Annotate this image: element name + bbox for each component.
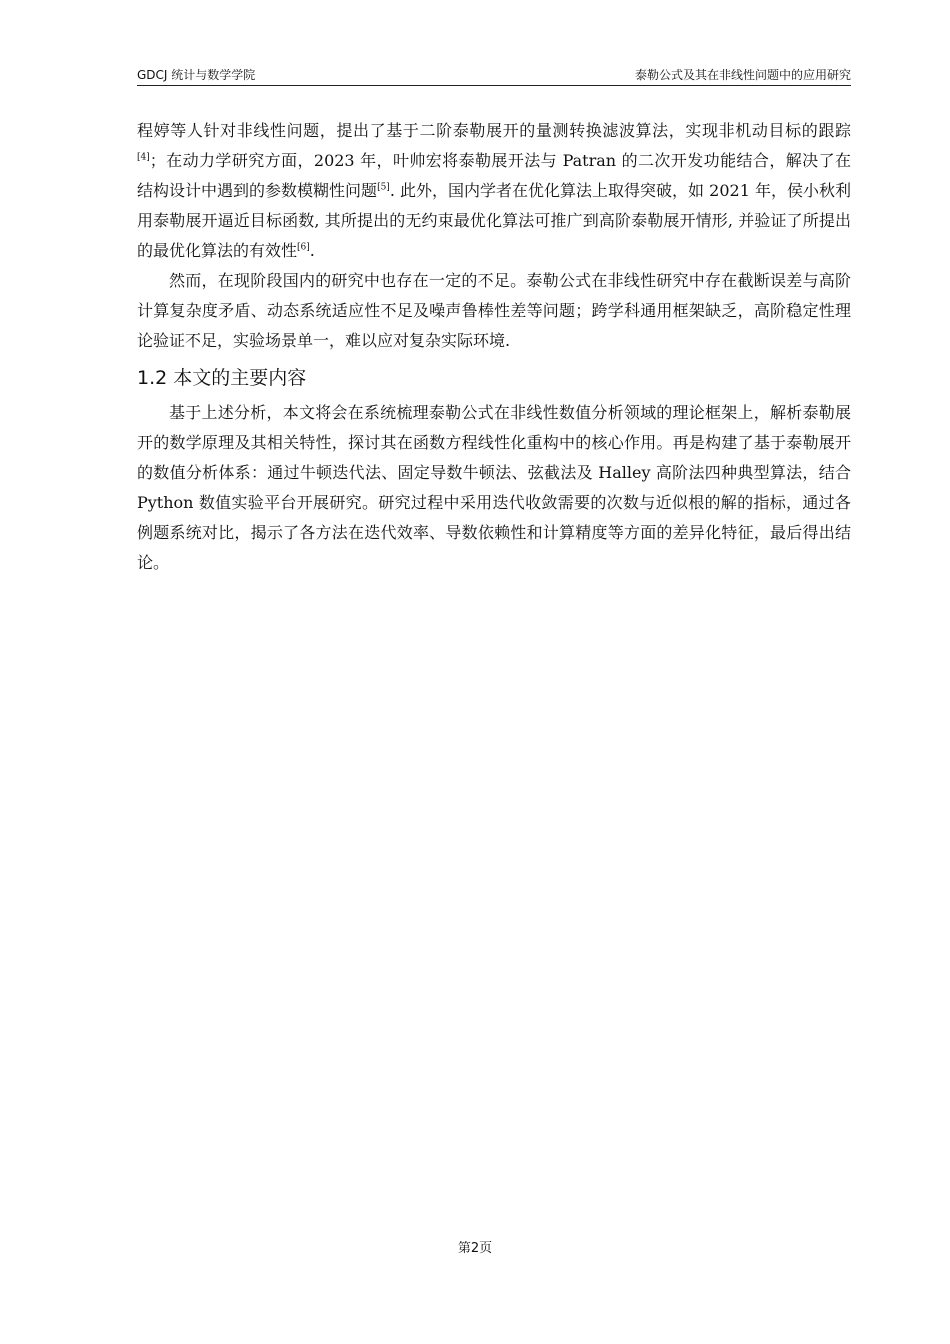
header-paper-title: 泰勒公式及其在非线性问题中的应用研究 (634, 68, 851, 82)
paragraph-text: 程婷等人针对非线性问题，提出了基于二阶泰勒展开的量测转换滤波算法，实现非机动目标的跟踪 (137, 121, 851, 140)
paragraph-text: ；在动力学研究方面，2023 年，叶帅宏将泰勒展开法与 Patran 的二次开发功能结合，解决了在结构设计中遇到的参数模糊性问题 (137, 151, 851, 200)
document-body (137, 116, 851, 578)
section-heading: 1.2 本文的主要内容 (137, 367, 307, 389)
header-institution: GDCJ 统计与数学学院 (137, 68, 256, 82)
paragraph-main-content: 基于上述分析，本文将会在系统梳理泰勒公式在非线性数值分析领域的理论框架上，解析泰勒展开的数学原理及其相关特性，探讨其在函数方程线性化重构中的核心作用。再是构建了基于泰勒展开的数值分析体系：通过牛顿迭代法、固定导数牛顿法、弦截法及 Halley 高阶法四种典型算法，结合 Python 数值实验平台开展研究。研究过程中采用迭代收敛需要的次数与近似根的解的指标，通过各例题系统对比，揭示了各方法在迭代效率、导数依赖性和计算精度等方面的差异化特征，最后得出结论。 (137, 403, 851, 572)
citation-5[interactable]: [5] (377, 182, 390, 193)
header-divider (137, 85, 851, 86)
paragraph-text: . (309, 241, 315, 260)
paragraph-shortcomings: 然而，在现阶段国内的研究中也存在一定的不足。泰勒公式在非线性研究中存在截断误差与高阶计算复杂度矛盾、动态系统适应性不足及噪声鲁棒性差等问题；跨学科通用框架缺乏，高阶稳定性理论验证不足，实验场景单一，难以应对复杂实际环境. (137, 271, 851, 350)
paragraph-text: . 此外，国内学者在优化算法上取得突破，如 2021 年，侯小秋利用泰勒展开逼近目标函数, 其所提出的无约束最优化算法可推广到高阶泰勒展开情形, 并验证了所提出的最优化算法的有效性 (137, 181, 851, 260)
page-header (137, 67, 851, 83)
page-number: 第2页 (457, 1241, 493, 1256)
citation-4[interactable]: [4] (137, 152, 150, 163)
citation-6[interactable]: [6] (297, 242, 310, 253)
paragraph-domestic-research (137, 116, 851, 266)
